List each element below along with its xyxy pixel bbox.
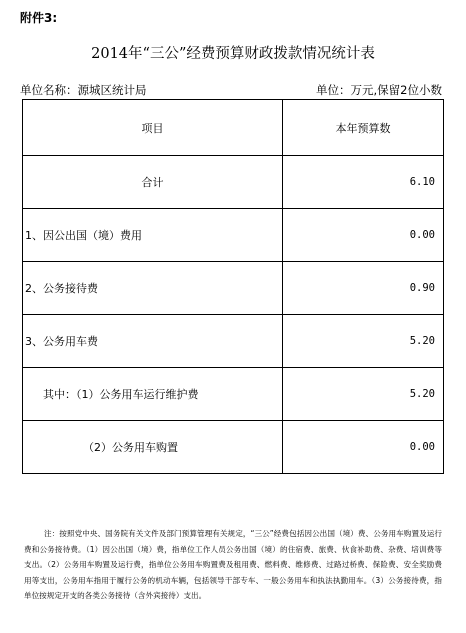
table-row <box>23 156 444 209</box>
table-row <box>23 315 444 368</box>
table-header-row <box>23 100 444 156</box>
unit-name: 单位名称：源城区统计局 <box>20 83 147 97</box>
row-value: 6.10 <box>283 156 444 209</box>
footnote: 注：按照党中央、国务院有关文件及部门预算管理有关规定，“三公”经费包括因公出国（境）费、公务用车购置及运行费和公务接待费。（1）因公出国（境）费，指单位工作人员公务出国（境）的住宿费、旅费、伙食补助费、杂费、培训费等支出。（2）公务用车购置及运行费，指单位公务用车购置费及租用费、燃料费、维修费、过路过桥费、保险费、安全奖励费用等支出，公务用车指用于履行公务的机动车辆，包括领导干部专车、一般公务用车和执法执勤用车。（3）公务接待费，指单位按规定开支的各类公务接待（含外宾接待）支出。 <box>24 529 442 601</box>
row-item: 2、公务接待费 <box>23 262 283 315</box>
row-value: 0.90 <box>283 262 444 315</box>
row-item: 1、因公出国（境）费用 <box>23 209 283 262</box>
row-value: 5.20 <box>283 368 444 421</box>
table-row <box>23 421 444 474</box>
table-row <box>23 262 444 315</box>
row-value: 0.00 <box>283 421 444 474</box>
row-item: 3、公务用车费 <box>23 315 283 368</box>
budget-table <box>22 99 444 474</box>
row-item: 其中：（1）公务用车运行维护费 <box>23 368 283 421</box>
row-value: 0.00 <box>283 209 444 262</box>
row-item: 合计 <box>23 156 283 209</box>
row-item: （2）公务用车购置 <box>23 421 283 474</box>
table-row <box>23 209 444 262</box>
attachment-label: 附件3: <box>20 11 58 25</box>
table-row <box>23 368 444 421</box>
page-title: 2014年“三公”经费预算财政拨款情况统计表 <box>91 46 375 62</box>
header-item: 项目 <box>23 100 283 156</box>
row-value: 5.20 <box>283 315 444 368</box>
header-budget: 本年预算数 <box>283 100 444 156</box>
unit-note: 单位：万元,保留2位小数 <box>316 83 442 97</box>
